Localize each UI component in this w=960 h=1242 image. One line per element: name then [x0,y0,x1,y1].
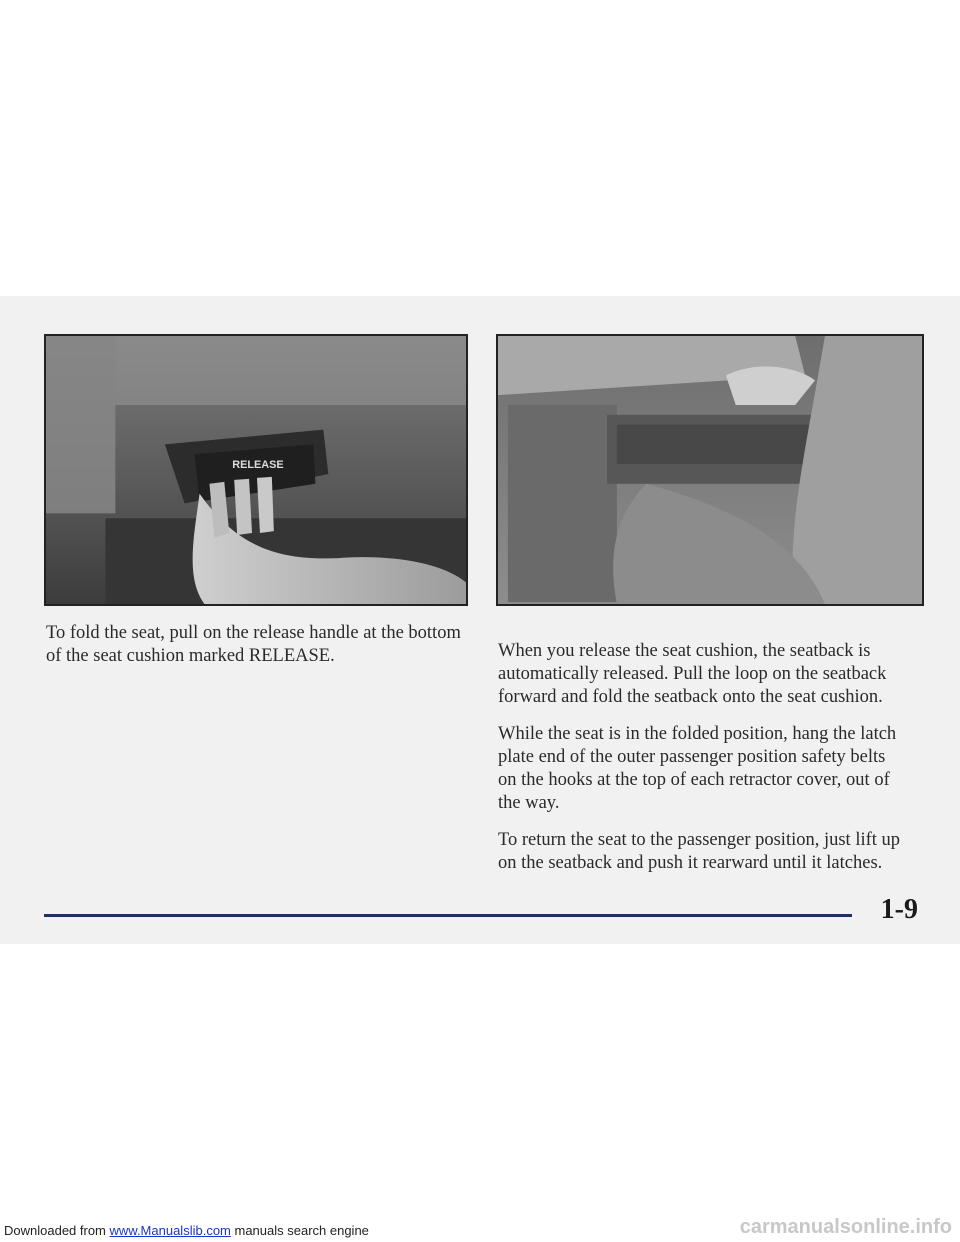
folded-position-paragraph: While the seat is in the folded position, hang the latch plate end of the outer passenger position safety belts on the hooks at the top of each retractor cover, out of the way. [498,724,897,813]
release-handle-photo [44,334,468,606]
right-column [498,640,908,889]
download-footer [4,1223,369,1238]
release-label: RELEASE [232,459,284,472]
left-column [46,622,466,682]
return-seat-paragraph: To return the seat to the passenger position, just lift up on the seatback and push it rearward until it latches. [498,830,901,873]
watermark: carmanualsonline.info [739,1216,952,1238]
folding-seatback-photo [496,334,924,606]
footer-suffix: manuals search engine [230,1223,369,1238]
manualslib-link[interactable]: www.Manualslib.com [109,1223,231,1238]
seatback-release-paragraph: When you release the seat cushion, the seatback is automatically released. Pull the loop on the seatback forward and fold the seatback onto the seat cushion. [498,641,887,707]
fold-instructions: To fold the seat, pull on the release handle at the bottom of the seat cushion marked RELEASE. [46,623,461,666]
footer-rule [44,914,852,917]
page-number: 1-9 [880,894,918,925]
footer-prefix: Downloaded from [4,1223,110,1238]
